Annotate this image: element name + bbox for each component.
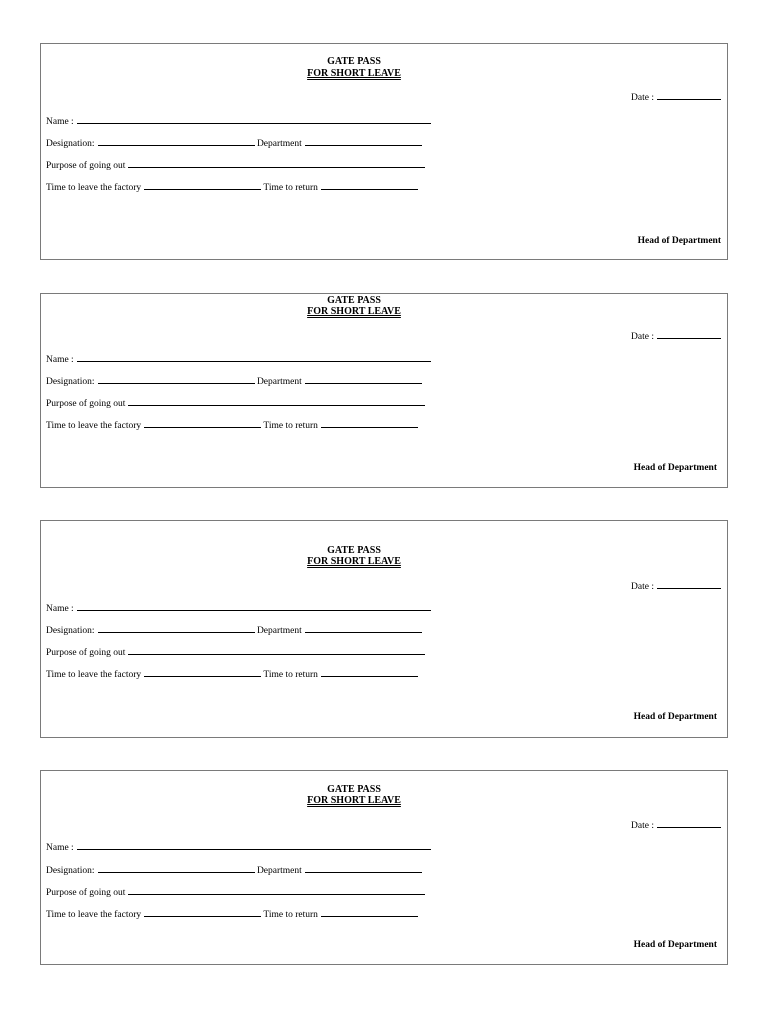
purpose-field[interactable]: Purpose of going out [46, 158, 425, 172]
name-field[interactable]: Name : [46, 840, 431, 854]
form-title: GATE PASS [327, 545, 381, 556]
date-field[interactable]: Date : [631, 90, 721, 103]
head-of-department-signature: Head of Department [633, 463, 717, 473]
form-subtitle: FOR SHORT LEAVE [307, 68, 401, 79]
form-title: GATE PASS [327, 56, 381, 67]
form-subtitle: FOR SHORT LEAVE [307, 306, 401, 317]
form-subtitle: FOR SHORT LEAVE [307, 556, 401, 567]
head-of-department-signature: Head of Department [633, 712, 717, 722]
form-title: GATE PASS [327, 295, 381, 306]
purpose-field[interactable]: Purpose of going out [46, 885, 425, 899]
date-field[interactable]: Date : [631, 579, 721, 592]
designation-department-row[interactable]: Designation: Department [46, 863, 422, 877]
name-field[interactable]: Name : [46, 601, 431, 615]
date-field[interactable]: Date : [631, 329, 721, 342]
date-field[interactable]: Date : [631, 818, 721, 831]
gate-pass-form [40, 43, 728, 260]
time-row[interactable]: Time to leave the factory Time to return [46, 418, 418, 432]
purpose-field[interactable]: Purpose of going out [46, 396, 425, 410]
designation-department-row[interactable]: Designation: Department [46, 374, 422, 388]
gate-pass-form [40, 293, 728, 488]
designation-department-row[interactable]: Designation: Department [46, 136, 422, 150]
name-field[interactable]: Name : [46, 114, 431, 128]
time-row[interactable]: Time to leave the factory Time to return [46, 667, 418, 681]
name-field[interactable]: Name : [46, 352, 431, 366]
form-subtitle: FOR SHORT LEAVE [307, 795, 401, 806]
head-of-department-signature: Head of Department [637, 236, 721, 246]
gate-pass-form [40, 770, 728, 965]
head-of-department-signature: Head of Department [633, 940, 717, 950]
purpose-field[interactable]: Purpose of going out [46, 645, 425, 659]
time-row[interactable]: Time to leave the factory Time to return [46, 180, 418, 194]
form-title: GATE PASS [327, 784, 381, 795]
gate-pass-form [40, 520, 728, 738]
time-row[interactable]: Time to leave the factory Time to return [46, 907, 418, 921]
designation-department-row[interactable]: Designation: Department [46, 623, 422, 637]
